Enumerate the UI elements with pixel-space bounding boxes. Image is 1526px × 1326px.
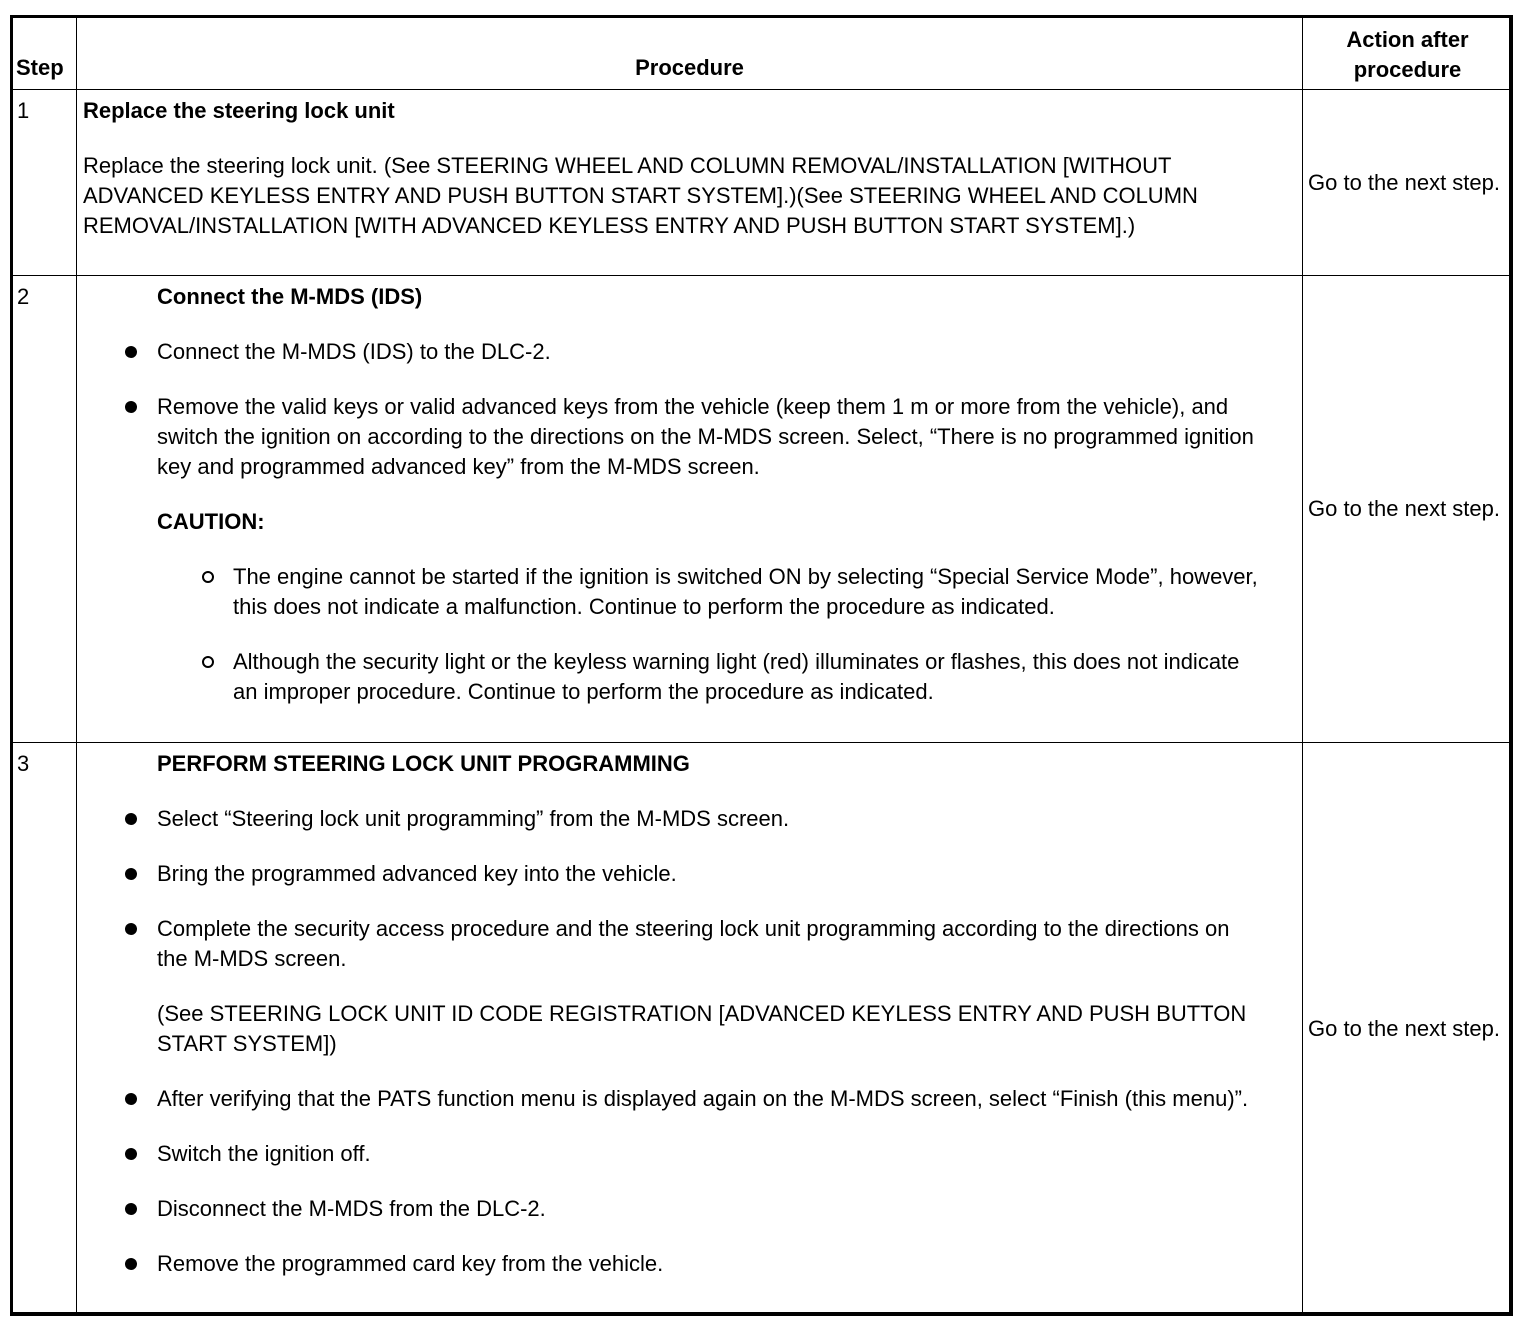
procedure-cell [77, 276, 1303, 743]
bullet-icon [125, 1148, 137, 1160]
table-row [11, 743, 1513, 1316]
list-item: Connect the M-MDS (IDS) to the DLC-2. [157, 337, 1262, 367]
step-number: 2 [11, 276, 77, 743]
header-step: Step [11, 16, 77, 90]
caution-list [83, 562, 1262, 707]
caution-label: CAUTION: [157, 509, 265, 534]
list-item: Switch the ignition off. [157, 1139, 1262, 1169]
bullet-list [83, 804, 1262, 974]
table-row [11, 276, 1513, 743]
list-item: Complete the security access procedure and the steering lock unit programming according to the directions on the M-MDS screen. [157, 914, 1262, 974]
list-item: Select “Steering lock unit programming” from the M-MDS screen. [157, 804, 1262, 834]
procedure-table [10, 15, 1513, 1316]
procedure-cell [77, 90, 1303, 276]
action-cell: Go to the next step. [1303, 90, 1513, 276]
step-text: Replace the steering lock unit. (See STEERING WHEEL AND COLUMN REMOVAL/INSTALLATION [WITHOUT ADVANCED KEYLESS ENTRY AND PUSH BUTTON START SYSTEM].)(See STEERING WHEEL AND COLUMN REMOVAL/INSTALLATION [WITH ADVANCED KEYLESS ENTRY AND PUSH BUTTON START SYSTEM].) [83, 153, 1198, 238]
bullet-icon [125, 868, 137, 880]
table-header-row [11, 16, 1513, 90]
bullet-list [83, 1084, 1262, 1279]
bullet-icon [125, 1203, 137, 1215]
bullet-icon [125, 346, 137, 358]
step-title: PERFORM STEERING LOCK UNIT PROGRAMMING [157, 751, 690, 776]
step-title: Replace the steering lock unit [83, 98, 395, 123]
circle-bullet-icon [202, 656, 214, 668]
bullet-icon [125, 1093, 137, 1105]
bullet-icon [125, 1258, 137, 1270]
list-item: Bring the programmed advanced key into the vehicle. [157, 859, 1262, 889]
header-procedure: Procedure [77, 16, 1303, 90]
step-number: 3 [11, 743, 77, 1316]
bullet-icon [125, 813, 137, 825]
list-item: The engine cannot be started if the ignition is switched ON by selecting “Special Service Mode”, however, this does not indicate a malfunction. Continue to perform the procedure as indicated. [233, 562, 1262, 622]
list-item: After verifying that the PATS function menu is displayed again on the M-MDS screen, select “Finish (this menu)”. [157, 1084, 1262, 1114]
list-item: Although the security light or the keyless warning light (red) illuminates or flashes, this does not indicate an improper procedure. Continue to perform the procedure as indicated. [233, 647, 1262, 707]
action-cell: Go to the next step. [1303, 743, 1513, 1316]
table-row [11, 90, 1513, 276]
bullet-icon [125, 923, 137, 935]
header-action: Action after procedure [1303, 16, 1513, 90]
list-item: Disconnect the M-MDS from the DLC-2. [157, 1194, 1262, 1224]
procedure-cell [77, 743, 1303, 1316]
bullet-icon [125, 401, 137, 413]
circle-bullet-icon [202, 571, 214, 583]
list-item: Remove the programmed card key from the vehicle. [157, 1249, 1262, 1279]
bullet-list [83, 337, 1262, 482]
step-number: 1 [11, 90, 77, 276]
list-item: Remove the valid keys or valid advanced keys from the vehicle (keep them 1 m or more from the vehicle), and switch the ignition on according to the directions on the M-MDS screen. Select, “There is no programmed ignition key and programmed advanced key” from the M-MDS screen. [157, 392, 1262, 482]
action-cell: Go to the next step. [1303, 276, 1513, 743]
step-title: Connect the M-MDS (IDS) [157, 284, 423, 309]
reference-note: (See STEERING LOCK UNIT ID CODE REGISTRATION [ADVANCED KEYLESS ENTRY AND PUSH BUTTON START SYSTEM]) [157, 1001, 1247, 1056]
